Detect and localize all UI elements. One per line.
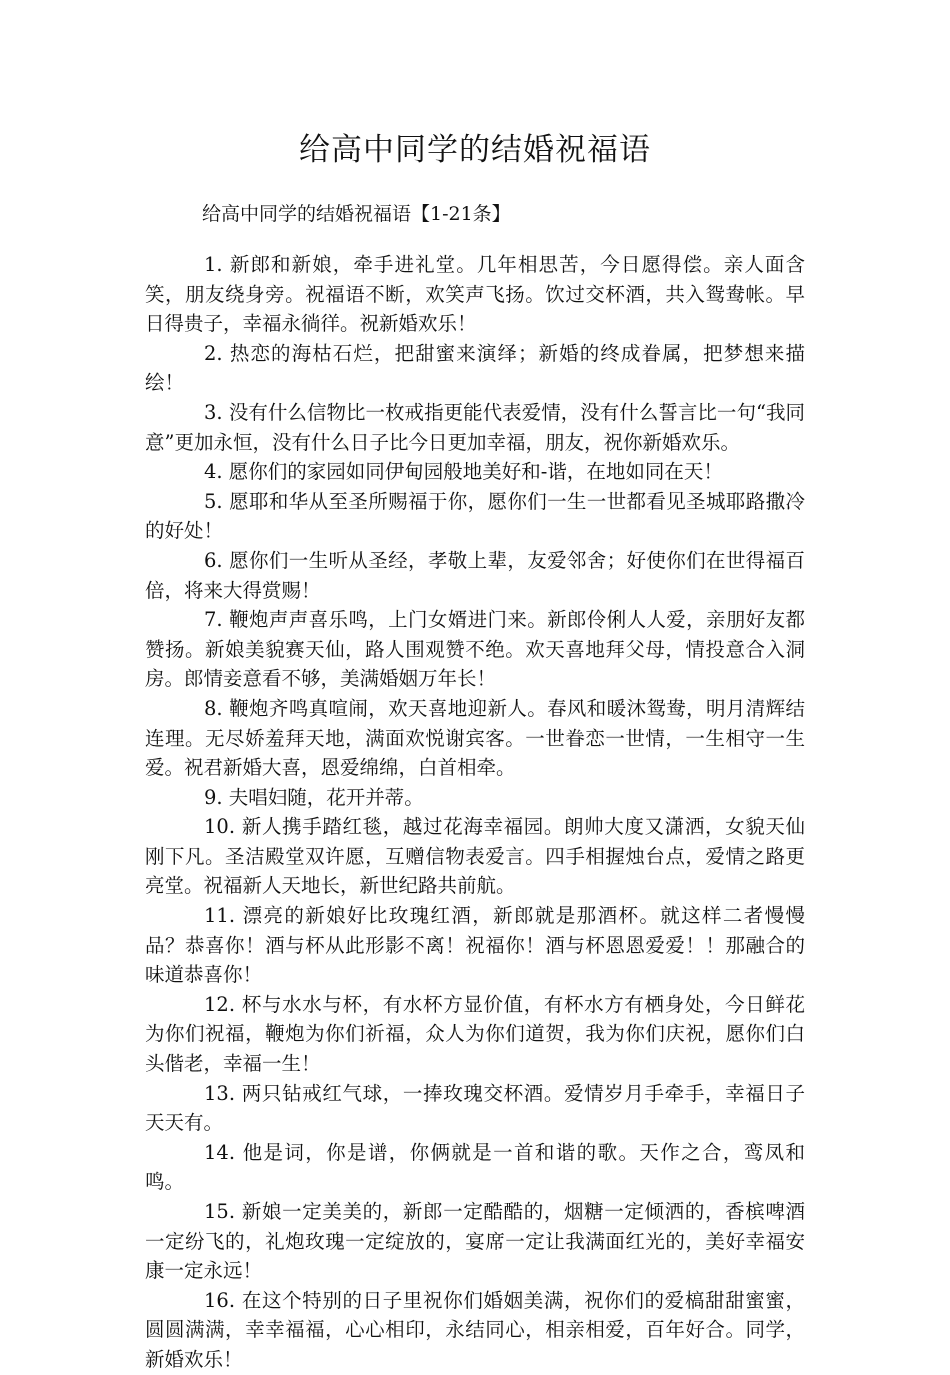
list-item: 14. 他是词，你是谱，你俩就是一首和谐的歌。天作之合，鸾凤和鸣。 xyxy=(145,1140,805,1194)
list-item: 11. 漂亮的新娘好比玫瑰红酒，新郎就是那酒杯。就这样二者慢慢品？恭喜你！酒与杯从此形影不离！祝福你！酒与杯恩恩爱爱！！那融合的味道恭喜你！ xyxy=(145,904,805,987)
list-item: 5. 愿耶和华从至圣所赐福于你，愿你们一生一世都看见圣城耶路撒冷的好处！ xyxy=(145,489,805,543)
page-title: 给高中同学的结婚祝福语 xyxy=(299,132,651,168)
document-subtitle: 给高中同学的结婚祝福语【1-21条】 xyxy=(202,203,511,225)
list-item: 6. 愿你们一生听从圣经，孝敬上辈，友爱邻舍；好使你们在世得福百倍，将来大得赏赐！ xyxy=(145,548,805,602)
list-item: 8. 鞭炮齐鸣真喧闹，欢天喜地迎新人。春风和暖沐鸳鸯，明月清辉结连理。无尽娇羞拜天地，满面欢悦谢宾客。一世眷恋一世情，一生相守一生爱。祝君新婚大喜，恩爱绵绵，白首相牵。 xyxy=(145,696,805,780)
list-item: 1. 新郎和新娘，牵手进礼堂。几年相思苦，今日愿得偿。亲人面含笑，朋友绕身旁。祝福语不断，欢笑声飞扬。饮过交杯酒，共入鸳鸯帐。早日得贵子，幸福永徜徉。祝新婚欢乐！ xyxy=(145,253,805,336)
list-item: 13. 两只钻戒红气球，一捧玫瑰交杯酒。爱情岁月手牵手，幸福日子天天有。 xyxy=(145,1081,805,1135)
list-item: 15. 新娘一定美美的，新郎一定酷酷的，烟糖一定倾洒的，香槟啤酒一定纷飞的，礼炮玫瑰一定绽放的，宴席一定让我满面红光的，美好幸福安康一定永远！ xyxy=(145,1200,805,1283)
list-item: 16. 在这个特别的日子里祝你们婚姻美满，祝你们的爱槁甜甜蜜蜜，圆圆满满，幸幸福福，心心相印，永结同心，相亲相爱，百年好合。同学，新婚欢乐！ xyxy=(145,1288,805,1371)
list-item: 3. 没有什么信物比一枚戒指更能代表爱情，没有什么誓言比一句“我同意”更加永恒，没有什么日子比今日更加幸福，朋友，祝你新婚欢乐。 xyxy=(145,400,805,454)
list-item: 12. 杯与水水与杯，有水杯方显价值，有杯水方有栖身处，今日鲜花为你们祝福，鞭炮为你们祈福，众人为你们道贺，我为你们庆祝，愿你们白头偕老，幸福一生！ xyxy=(145,992,805,1076)
list-item: 9. 夫唱妇随，花开并蒂。 xyxy=(204,785,424,809)
list-item: 10. 新人携手踏红毯，越过花海幸福园。朗帅大度又潇洒，女貌天仙刚下凡。圣洁殿堂双许愿，互赠信物表爱言。四手相握烛台点，爱情之路更亮堂。祝福新人天地长，新世纪路共前航。 xyxy=(145,815,805,898)
list-item: 4. 愿你们的家园如同伊甸园般地美好和-谐，在地如同在天！ xyxy=(204,460,723,484)
blessing-list xyxy=(145,250,805,1375)
list-item: 7. 鞭炮声声喜乐鸣，上门女婿进门来。新郎伶俐人人爱，亲朋好友都赞扬。新娘美貌赛天仙，路人围观赞不绝。欢天喜地拜父母，情投意合入洞房。郎情妾意看不够，美满婚姻万年长！ xyxy=(145,608,805,691)
list-item: 2. 热恋的海枯石烂，把甜蜜来演绎；新婚的终成眷属，把梦想来描绘！ xyxy=(145,341,805,395)
